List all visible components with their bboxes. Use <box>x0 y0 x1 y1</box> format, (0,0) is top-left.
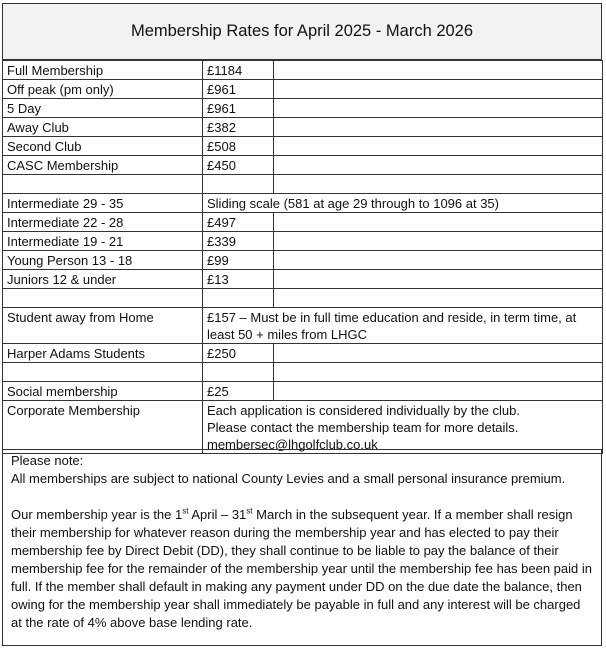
rate-label: Off peak (pm only) <box>3 80 203 99</box>
rate-price: £25 <box>203 382 274 401</box>
rate-price: £961 <box>203 99 274 118</box>
notes-heading: Please note: <box>11 453 84 468</box>
table-row <box>3 80 603 99</box>
table-row <box>3 401 603 454</box>
rate-blank <box>274 80 603 99</box>
rate-label: Harper Adams Students <box>3 344 203 363</box>
table-row <box>3 156 603 175</box>
table-row <box>3 61 603 80</box>
table-row <box>3 344 603 363</box>
table-row <box>3 232 603 251</box>
rate-price <box>203 363 274 382</box>
table-row-spacer <box>3 363 603 382</box>
rate-price: Sliding scale (581 at age 29 through to 1096 at 35) <box>203 194 603 213</box>
rate-label: Full Membership <box>3 61 203 80</box>
rate-price: £450 <box>203 156 274 175</box>
rate-blank <box>274 175 603 194</box>
note-text: Our membership year is the 1 <box>11 507 183 522</box>
page-title: Membership Rates for April 2025 - March 2026 <box>2 3 602 60</box>
rate-blank <box>274 213 603 232</box>
rate-blank <box>274 137 603 156</box>
rate-blank <box>274 363 603 382</box>
rate-label: Young Person 13 - 18 <box>3 251 203 270</box>
note-text: April – 31 <box>188 507 247 522</box>
corporate-details <box>203 401 603 454</box>
corporate-line: Each application is considered individually by the club. <box>207 403 520 418</box>
rate-blank <box>274 344 603 363</box>
rate-price: £497 <box>203 213 274 232</box>
table-row <box>3 213 603 232</box>
rate-blank <box>274 270 603 289</box>
table-row <box>3 118 603 137</box>
table-row-spacer <box>3 289 603 308</box>
rate-price: £99 <box>203 251 274 270</box>
rate-price: £157 – Must be in full time education and reside, in term time, at least 50 + miles from LHGC <box>203 308 603 344</box>
note-text: March in the subsequent year. If a member shall resign their membership for whatever reason during the membership year and has elected to pay their membership fee by Direct Debit (DD), they shall continue to be liable to pay the balance of their membership fee for the remainder of the membership year until the membership fee has been paid in full. If the member shall default in making any payment under DD on the due date the balance, then owing for the membership year shall immediately be payable in full and any interest will be charged at the rate of 4% above base lending rate. <box>11 507 592 630</box>
rate-label: Corporate Membership <box>3 401 203 454</box>
table-row <box>3 194 603 213</box>
rate-price: £508 <box>203 137 274 156</box>
membership-year-note <box>11 506 593 632</box>
rate-price: £961 <box>203 80 274 99</box>
rate-price: £382 <box>203 118 274 137</box>
rate-blank <box>274 382 603 401</box>
table-row <box>3 308 603 344</box>
paragraph-gap <box>11 488 593 506</box>
ordinal-suffix: st <box>182 506 189 516</box>
rate-label: Intermediate 29 - 35 <box>3 194 203 213</box>
rate-price: £250 <box>203 344 274 363</box>
rate-label: Intermediate 19 - 21 <box>3 232 203 251</box>
rate-blank <box>274 118 603 137</box>
rate-price: £1184 <box>203 61 274 80</box>
rate-label: Student away from Home <box>3 308 203 344</box>
corporate-line: Please contact the membership team for more details. <box>207 420 519 435</box>
contact-email: membersec@lhgolfclub.co.uk <box>207 437 378 452</box>
notes-box <box>2 449 602 646</box>
rate-blank <box>274 232 603 251</box>
levies-note: All memberships are subject to national County Levies and a small personal insurance premium. <box>11 471 566 486</box>
rate-label: Away Club <box>3 118 203 137</box>
ordinal-suffix: st <box>246 506 253 516</box>
rate-label: 5 Day <box>3 99 203 118</box>
rate-label <box>3 363 203 382</box>
rate-blank <box>274 251 603 270</box>
rates-table <box>2 60 603 454</box>
rate-blank <box>274 99 603 118</box>
table-row <box>3 382 603 401</box>
rate-blank <box>274 156 603 175</box>
rate-price <box>203 289 274 308</box>
rate-blank <box>274 289 603 308</box>
rate-label <box>3 175 203 194</box>
rate-label: CASC Membership <box>3 156 203 175</box>
rate-label: Intermediate 22 - 28 <box>3 213 203 232</box>
rate-label: Social membership <box>3 382 203 401</box>
table-row <box>3 137 603 156</box>
table-row <box>3 270 603 289</box>
table-row <box>3 251 603 270</box>
rate-label <box>3 289 203 308</box>
rate-price: £339 <box>203 232 274 251</box>
rate-price <box>203 175 274 194</box>
table-row-spacer <box>3 175 603 194</box>
rate-label: Second Club <box>3 137 203 156</box>
rate-blank <box>274 61 603 80</box>
rate-label: Juniors 12 & under <box>3 270 203 289</box>
rate-price: £13 <box>203 270 274 289</box>
table-row <box>3 99 603 118</box>
